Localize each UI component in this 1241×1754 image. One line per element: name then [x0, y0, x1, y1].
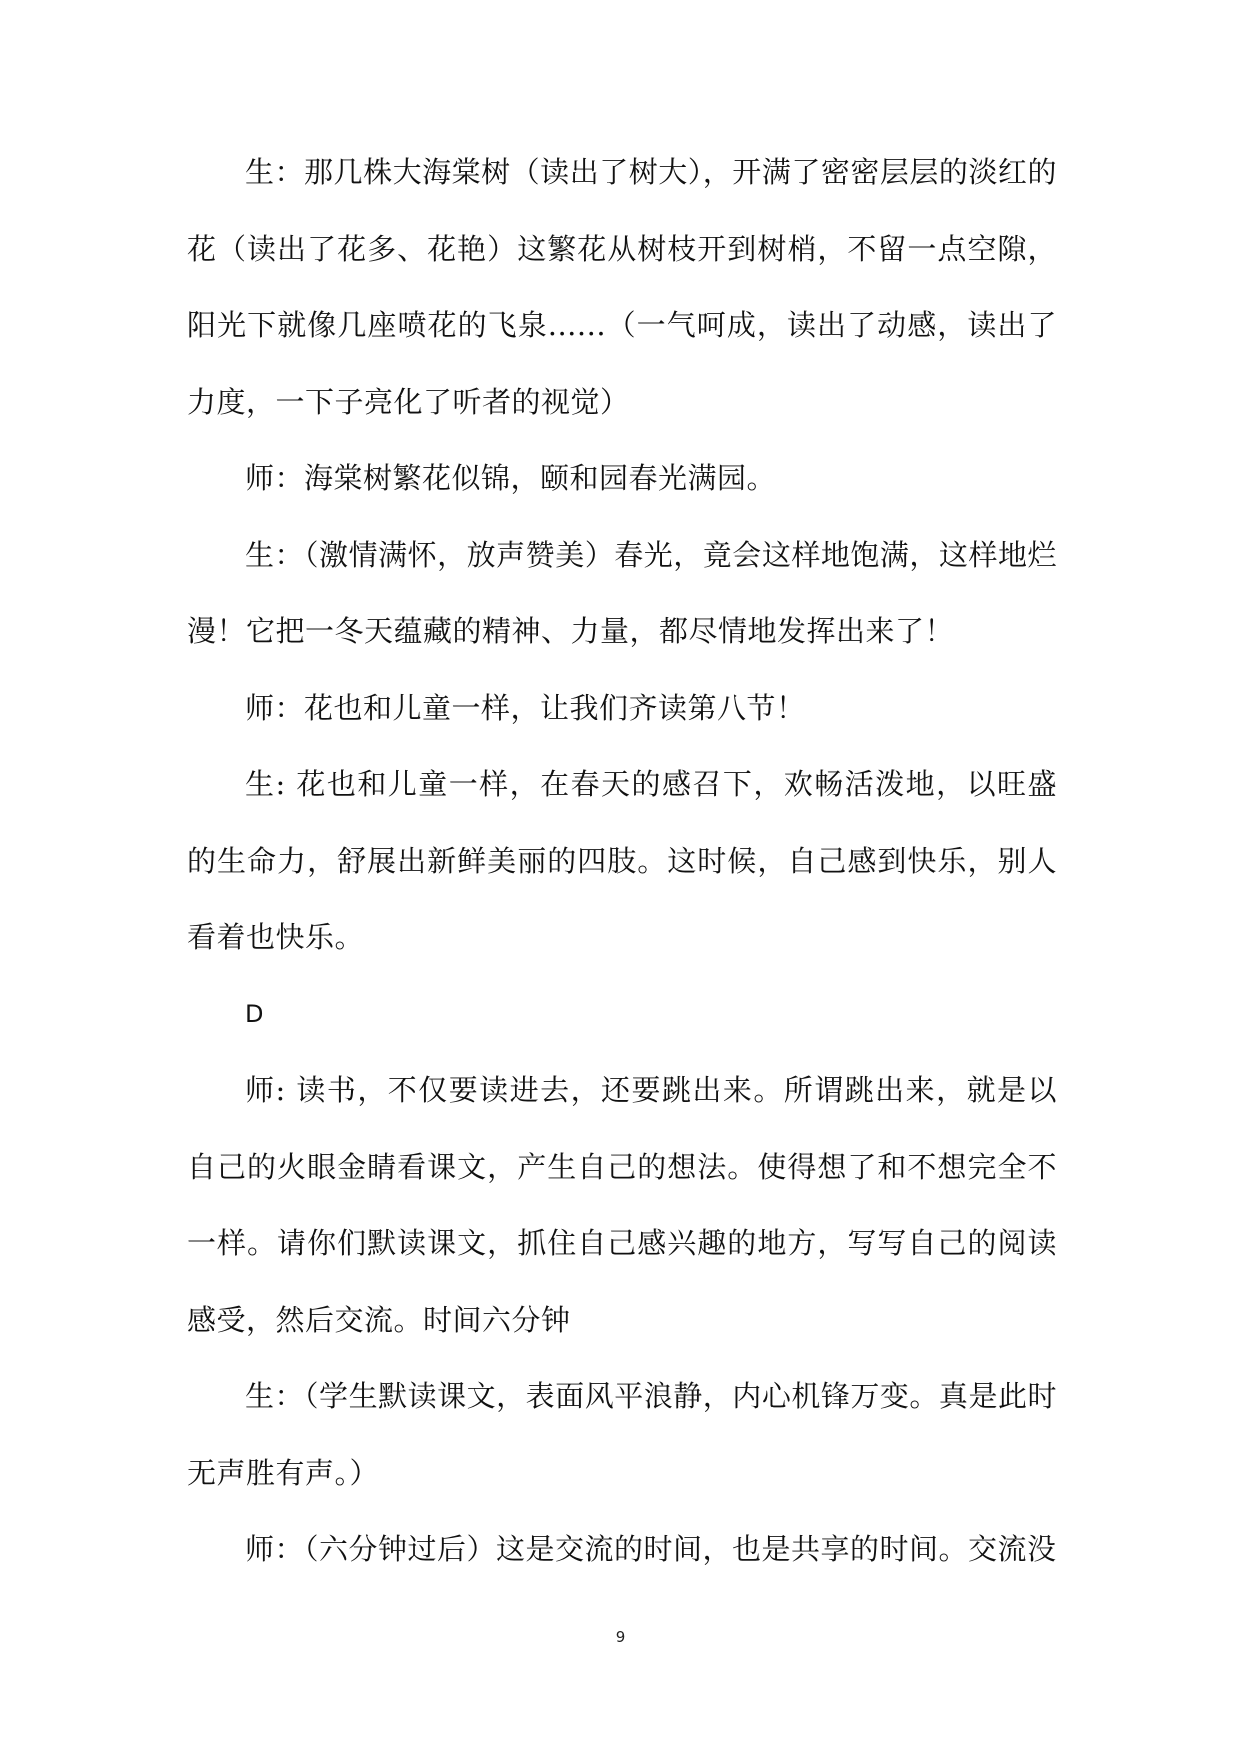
paragraph-teacher-qidu: 师：花也和儿童一样，让我们齐读第八节！ [245, 690, 806, 725]
paragraph-teacher-dushu: 师: 读书，不仅要读进去，还要跳出来。所谓跳出来，就是以自己的火眼金睛看课文，产生自己的想法。使得想了和不想完全不一样。请你们默读课文，抓住自己感兴趣的地方，写写自己的阅读感受，然后交流。时间六分钟 [187, 1073, 1057, 1337]
page-number: 9 [615, 1628, 626, 1646]
paragraph-teacher-jiaoliu: 师：（六分钟过后）这是交流的时间，也是共享的时间。交流没 [245, 1532, 1057, 1566]
section-label-d: D [245, 999, 264, 1028]
paragraph-student-chunguang: 生：（激情满怀，放声赞美）春光，竟会这样地饱满，这样地烂漫！它把一冬天蕴藏的精神、力量，都尽情地发挥出来了！ [187, 537, 1057, 648]
paragraph-teacher-fanhua: 师：海棠树繁花似锦，颐和园春光满园。 [245, 461, 777, 495]
paragraph-student-haitang: 生：那几株大海棠树（读出了树大），开满了密密层层的淡红的花（读出了花多、花艳）这繁花从树枝开到树梢，不留一点空隙，阳光下就像几座喷花的飞泉......（一气呵成，读出了动感，读出了力度，一下子亮化了听者的视觉） [187, 155, 1057, 419]
paragraph-student-modu: 生：（学生默读课文，表面风平浪静，内心机锋万变。真是此时无声胜有声。） [187, 1379, 1057, 1490]
paragraph-student-ertong: 生: 花也和儿童一样，在春天的感召下，欢畅活泼地，以旺盛的生命力，舒展出新鲜美丽的四肢。这时候，自己感到快乐，别人看着也快乐。 [187, 767, 1057, 954]
body-text [187, 134, 1057, 1588]
